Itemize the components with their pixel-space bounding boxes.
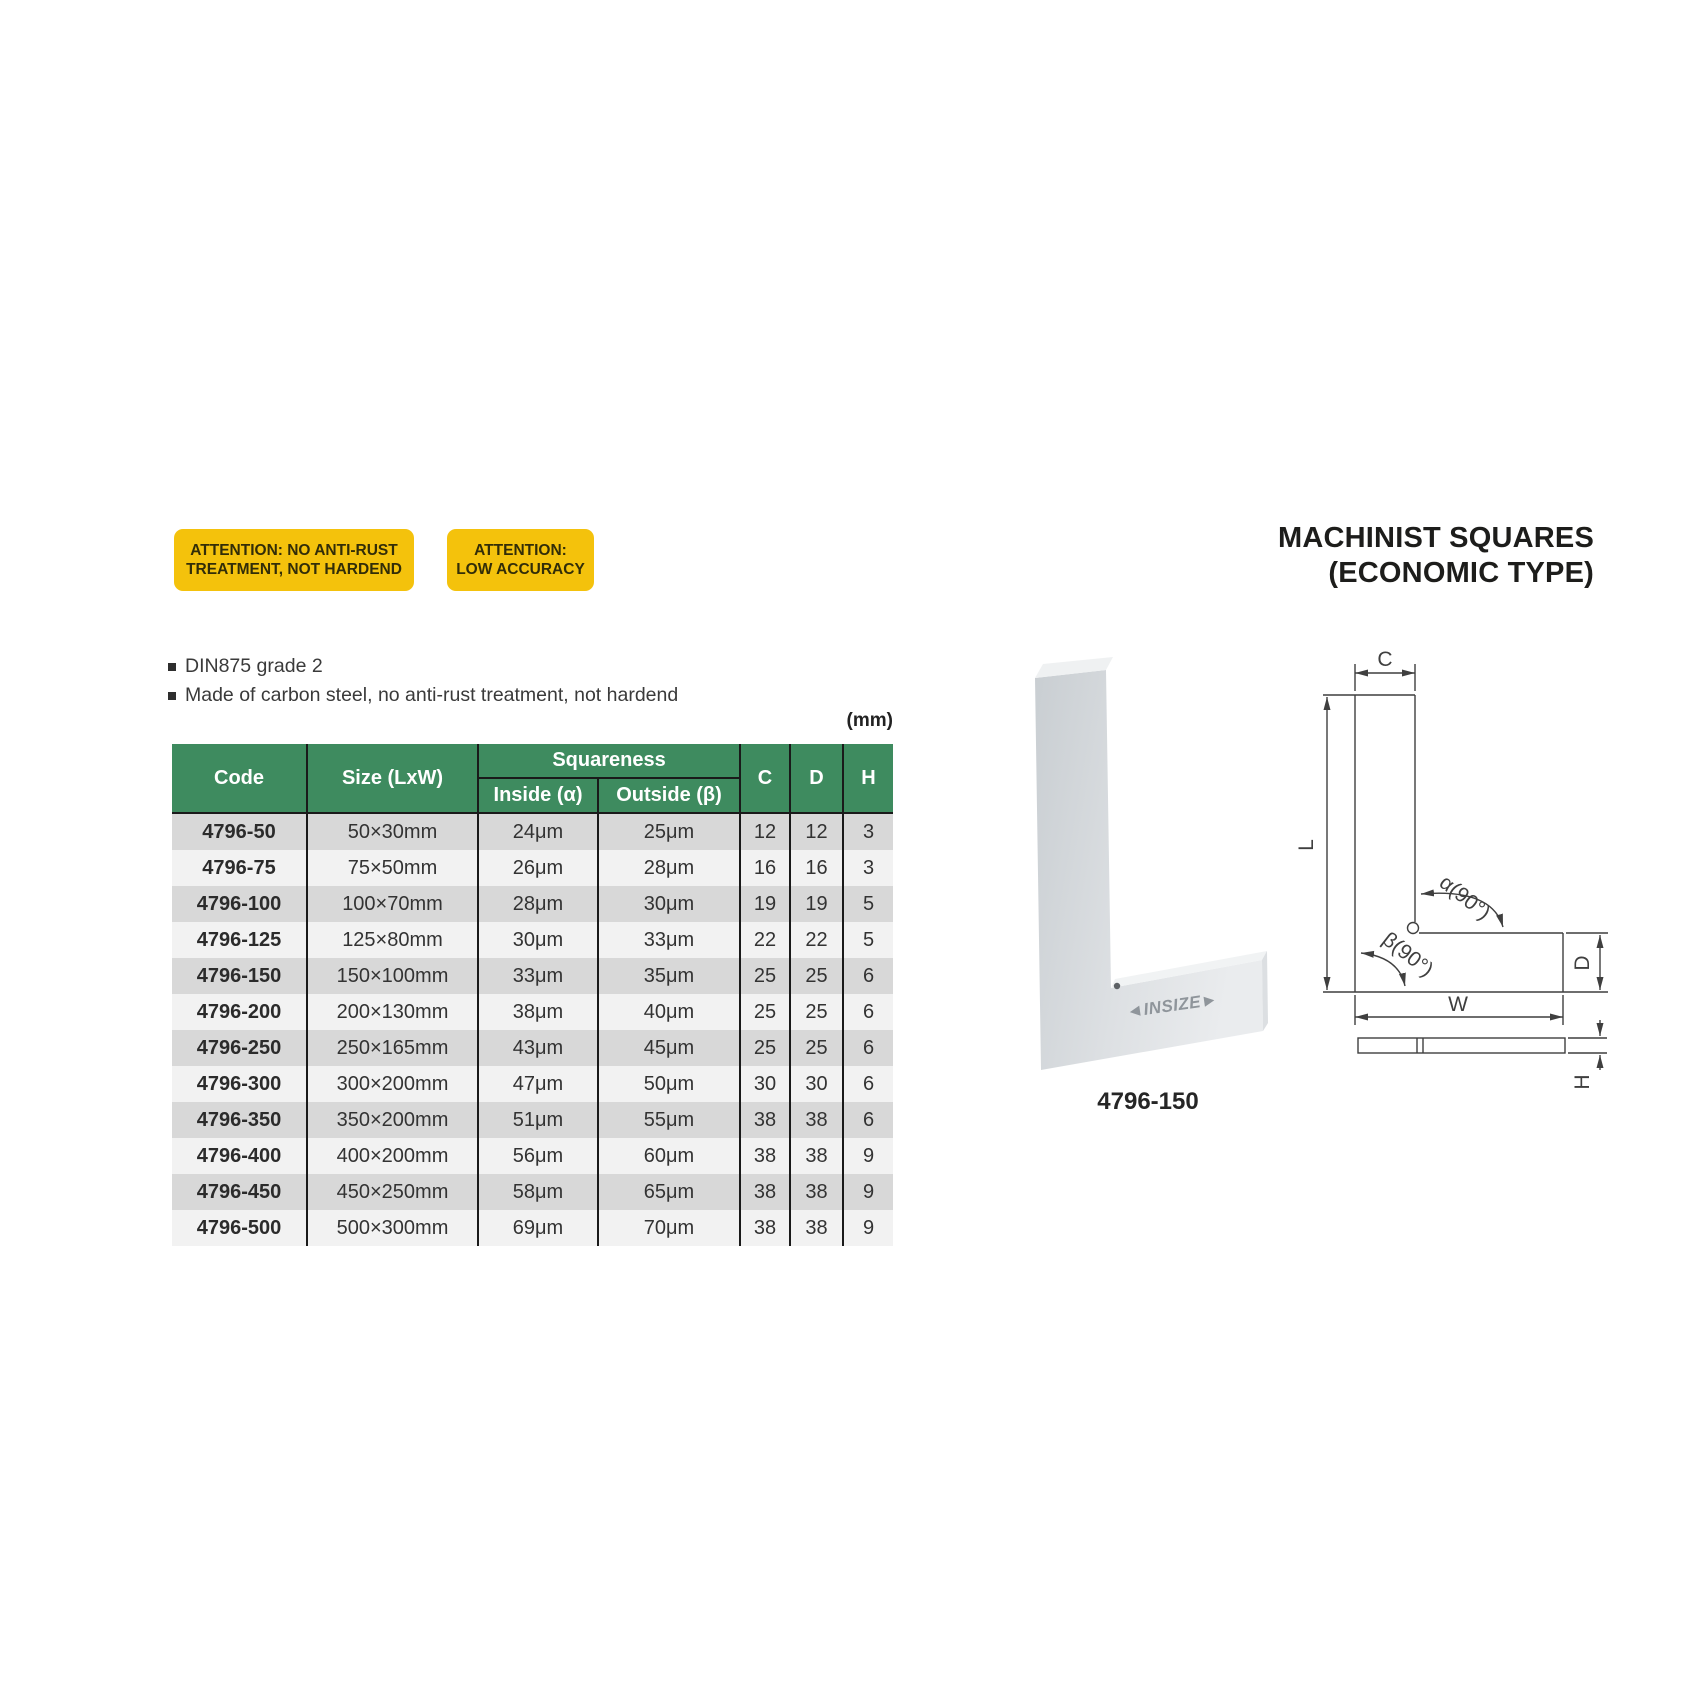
cell-code: 4796-350 <box>196 1108 282 1131</box>
dim-label-beta: β(90°) <box>1377 927 1438 982</box>
h-extension-lines <box>1568 1038 1607 1053</box>
cell-d: 19 <box>790 886 843 922</box>
table-row <box>172 886 893 922</box>
cell-inside: 28μm <box>478 886 598 922</box>
cell-code: 4796-250 <box>196 1036 282 1059</box>
cell-d: 25 <box>790 958 843 994</box>
col-header-inside: Inside (α) <box>478 778 598 813</box>
table-row <box>172 922 893 958</box>
cell-inside: 56μm <box>478 1138 598 1174</box>
cell-size: 100×70mm <box>307 886 478 922</box>
cell-c: 38 <box>740 1174 790 1210</box>
cell-outside: 28μm <box>598 850 740 886</box>
side-view-joint <box>1417 1038 1423 1053</box>
badge-line: ATTENTION: <box>474 541 567 559</box>
dim-label-c: C <box>1377 648 1393 671</box>
cell-outside: 25μm <box>598 813 740 850</box>
cell-inside: 33μm <box>478 958 598 994</box>
feature-text: DIN875 grade 2 <box>185 655 323 677</box>
cell-d: 25 <box>790 1030 843 1066</box>
cell-code: 4796-125 <box>196 928 282 951</box>
cell-code: 4796-50 <box>202 820 276 843</box>
drawing-outline <box>1323 695 1608 992</box>
cell-size: 150×100mm <box>307 958 478 994</box>
cell-c: 38 <box>740 1138 790 1174</box>
cell-outside: 50μm <box>598 1066 740 1102</box>
cell-h: 6 <box>843 958 893 994</box>
table-row <box>172 1102 893 1138</box>
cell-code: 4796-150 <box>196 964 282 987</box>
cell-outside: 45μm <box>598 1030 740 1066</box>
dim-label-l: L <box>1295 839 1318 851</box>
cell-code: 4796-300 <box>196 1072 282 1095</box>
cell-c: 25 <box>740 958 790 994</box>
cell-h: 6 <box>843 1030 893 1066</box>
table-row <box>172 994 893 1030</box>
cell-d: 38 <box>790 1174 843 1210</box>
cell-d: 30 <box>790 1066 843 1102</box>
cell-h: 9 <box>843 1174 893 1210</box>
cell-c: 25 <box>740 994 790 1030</box>
table-row <box>172 1138 893 1174</box>
col-header-d: D <box>790 744 843 813</box>
table-row <box>172 850 893 886</box>
cell-h: 9 <box>843 1210 893 1246</box>
product-code-caption: 4796-150 <box>1097 1088 1199 1115</box>
dim-label-alpha: α(90°) <box>1434 870 1495 925</box>
cell-inside: 30μm <box>478 922 598 958</box>
table-row <box>172 1066 893 1102</box>
cell-size: 250×165mm <box>307 1030 478 1066</box>
blade-end-face <box>1262 951 1268 1031</box>
cell-code: 4796-75 <box>202 856 276 879</box>
cell-c: 19 <box>740 886 790 922</box>
cell-outside: 70μm <box>598 1210 740 1246</box>
cell-size: 200×130mm <box>307 994 478 1030</box>
cell-code: 4796-450 <box>196 1180 282 1203</box>
spec-table-head <box>172 744 893 813</box>
cell-h: 6 <box>843 1066 893 1102</box>
badge-line: ATTENTION: NO ANTI-RUST <box>190 541 398 559</box>
cell-outside: 65μm <box>598 1174 740 1210</box>
cell-d: 38 <box>790 1210 843 1246</box>
feature-item <box>168 655 678 678</box>
relief-notch <box>1408 923 1419 934</box>
cell-d: 22 <box>790 922 843 958</box>
cell-h: 3 <box>843 813 893 850</box>
spec-table <box>172 744 893 1246</box>
cell-code: 4796-400 <box>196 1144 282 1167</box>
cell-c: 25 <box>740 1030 790 1066</box>
feature-item <box>168 684 678 707</box>
cell-h: 6 <box>843 1102 893 1138</box>
cell-outside: 60μm <box>598 1138 740 1174</box>
cell-inside: 38μm <box>478 994 598 1030</box>
badge-line: LOW ACCURACY <box>456 561 585 578</box>
cell-h: 3 <box>843 850 893 886</box>
spec-table-body <box>172 813 893 1246</box>
dim-label-h: H <box>1571 1074 1594 1090</box>
col-header-outside: Outside (β) <box>598 778 740 813</box>
bullet-square-icon <box>168 663 176 671</box>
table-row <box>172 1030 893 1066</box>
cell-size: 500×300mm <box>307 1210 478 1246</box>
cell-h: 9 <box>843 1138 893 1174</box>
col-header-code: Code <box>172 744 307 813</box>
cell-inside: 24μm <box>478 813 598 850</box>
cell-c: 38 <box>740 1210 790 1246</box>
cell-c: 38 <box>740 1102 790 1138</box>
cell-outside: 40μm <box>598 994 740 1030</box>
cell-inside: 58μm <box>478 1174 598 1210</box>
cell-inside: 69μm <box>478 1210 598 1246</box>
cell-outside: 30μm <box>598 886 740 922</box>
cell-d: 16 <box>790 850 843 886</box>
table-row <box>172 813 893 850</box>
attention-badge-no-antirust <box>174 529 414 591</box>
cell-size: 300×200mm <box>307 1066 478 1102</box>
tech-drawing <box>1295 648 1608 1090</box>
page-title-line1: MACHINIST SQUARES <box>1278 522 1594 554</box>
cell-outside: 33μm <box>598 922 740 958</box>
product-photo <box>1035 657 1268 1070</box>
cell-c: 30 <box>740 1066 790 1102</box>
cell-size: 400×200mm <box>307 1138 478 1174</box>
page-title-line2: (ECONOMIC TYPE) <box>1328 557 1594 589</box>
cell-size: 75×50mm <box>307 850 478 886</box>
insize-logo: ◄INSIZE► <box>1125 989 1220 1022</box>
cell-inside: 47μm <box>478 1066 598 1102</box>
table-row <box>172 958 893 994</box>
cell-code: 4796-200 <box>196 1000 282 1023</box>
bullet-square-icon <box>168 692 176 700</box>
cell-size: 350×200mm <box>307 1102 478 1138</box>
col-header-size: Size (LxW) <box>307 744 478 813</box>
table-row <box>172 1174 893 1210</box>
cell-c: 22 <box>740 922 790 958</box>
cell-d: 38 <box>790 1138 843 1174</box>
cell-inside: 51μm <box>478 1102 598 1138</box>
col-header-squareness: Squareness <box>478 744 740 778</box>
col-header-h: H <box>843 744 893 813</box>
side-view-bar <box>1358 1038 1565 1053</box>
cell-h: 5 <box>843 886 893 922</box>
feature-text: Made of carbon steel, no anti-rust treatment, not hardend <box>185 684 679 706</box>
attention-badge-low-accuracy <box>447 529 594 591</box>
cell-d: 12 <box>790 813 843 850</box>
feature-list <box>168 655 678 713</box>
cell-inside: 43μm <box>478 1030 598 1066</box>
badge-line: TREATMENT, NOT HARDEND <box>186 561 402 578</box>
cell-outside: 55μm <box>598 1102 740 1138</box>
artwork <box>940 590 1660 1150</box>
corner-notch <box>1114 983 1120 989</box>
page-title <box>1278 521 1594 591</box>
cell-c: 16 <box>740 850 790 886</box>
cell-c: 12 <box>740 813 790 850</box>
cell-code: 4796-500 <box>196 1216 282 1239</box>
dim-label-d: D <box>1571 955 1594 971</box>
cell-d: 25 <box>790 994 843 1030</box>
cell-code: 4796-100 <box>196 892 282 915</box>
cell-h: 6 <box>843 994 893 1030</box>
table-row <box>172 1210 893 1246</box>
cell-size: 50×30mm <box>307 813 478 850</box>
header-row <box>172 744 893 778</box>
cell-d: 38 <box>790 1102 843 1138</box>
cell-outside: 35μm <box>598 958 740 994</box>
cell-inside: 26μm <box>478 850 598 886</box>
unit-label: (mm) <box>846 710 893 731</box>
cell-size: 125×80mm <box>307 922 478 958</box>
cell-size: 450×250mm <box>307 1174 478 1210</box>
col-header-c: C <box>740 744 790 813</box>
cell-h: 5 <box>843 922 893 958</box>
dim-label-w: W <box>1448 993 1468 1016</box>
